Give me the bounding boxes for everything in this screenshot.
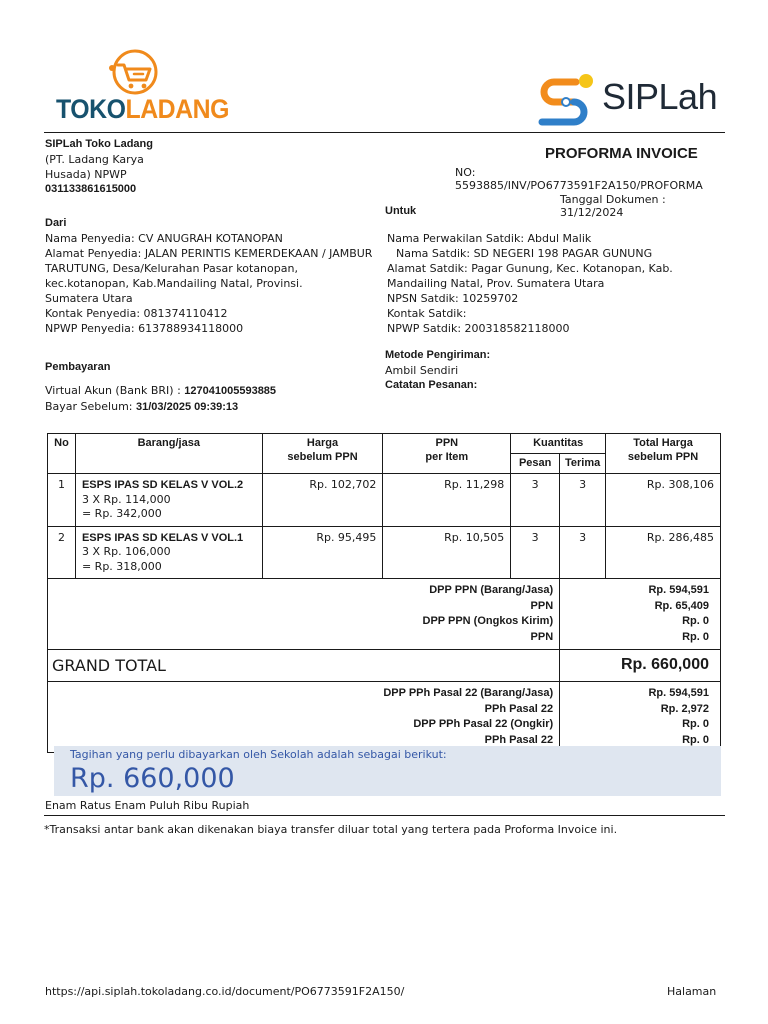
tokoladang-logo [52,48,229,128]
row-item [75,474,262,527]
header-kuantitas: Kuantitas [511,434,606,454]
summary-value: Rp. 594,591 [648,584,709,596]
pengiriman-heading: Metode Pengiriman: [385,349,491,361]
dari-line: Kontak Penyedia: 081374110412 [45,307,228,320]
item-qty-line: 3 X Rp. 114,000 [81,492,171,506]
siplah-wordmark: SIPLah [602,76,718,117]
tagihan-caption: Tagihan yang perlu dibayarkan oleh Sekolah adalah sebagai berikut: [70,748,447,761]
footer-page: Halaman [667,985,717,998]
summary-value: Rp. 0 [682,615,709,627]
summary-value: Rp. 2,972 [660,702,709,715]
row-ppn: Rp. 10,505 [383,526,511,579]
ppn-summary-labels [48,579,560,650]
ppn-summary-row [48,579,721,650]
untuk-heading: Untuk [385,205,417,217]
summary-label: PPN [530,599,554,612]
due-label: Bayar Sebelum: [45,400,137,413]
dari-line: kec.kotanopan, Kab.Mandailing Natal, Provinsi. [45,277,303,290]
table-row [48,526,721,579]
header-terima: Terima [560,454,606,474]
due-date: 31/03/2025 09:39:13 [136,401,239,413]
dari-line: Alamat Penyedia: JALAN PERINTIS KEMERDEKAAN / JAMBUR [45,247,373,260]
invoice-title: PROFORMA INVOICE [545,145,698,162]
summary-value: Rp. 0 [682,630,709,643]
summary-value: Rp. 0 [682,718,709,730]
summary-label: DPP PPN (Barang/Jasa) [429,584,554,596]
item-name: ESPS IPAS SD KELAS V VOL.1 [81,531,244,544]
dari-line: TARUTUNG, Desa/Kelurahan Pasar kotanopan, [45,262,298,275]
invoice-number-label: NO: [455,166,476,179]
grand-total-label: GRAND TOTAL [48,650,560,682]
seller-npwp: 031133861615000 [45,183,137,195]
item-sum-line: = Rp. 318,000 [81,559,162,573]
pph-summary-values [560,682,721,753]
header-harga: Harga sebelum PPN [262,434,383,474]
shopping-cart-icon [104,48,166,98]
summary-label: PPN [530,630,554,643]
summary-label: DPP PPh Pasal 22 (Barang/Jasa) [383,687,554,699]
summary-value: Rp. 0 [682,733,709,746]
seller-name: SIPLah Toko Ladang [45,138,153,150]
row-terima: 3 [560,474,606,527]
summary-label: PPh Pasal 22 [484,733,554,746]
invoice-date-label: Tanggal Dokumen : [560,193,666,206]
untuk-details [385,231,673,336]
untuk-line: Nama Perwakilan Satdik: Abdul Malik [387,232,592,245]
seller-company-line1: (PT. Ladang Karya [45,153,144,166]
dari-heading: Dari [45,217,67,229]
row-no: 1 [48,474,76,527]
untuk-line: NPSN Satdik: 10259702 [387,292,519,305]
table-row [48,474,721,527]
logo-word-ladang: LADANG [125,94,229,124]
va-label: Virtual Akun (Bank BRI) : [45,384,185,397]
pph-summary-row [48,682,721,753]
row-total: Rp. 308,106 [606,474,721,527]
row-ppn: Rp. 11,298 [383,474,511,527]
header-total: Total Harga sebelum PPN [606,434,721,474]
grand-total-row [48,650,721,682]
catatan-heading: Catatan Pesanan: [385,379,478,391]
row-terima: 3 [560,526,606,579]
siplah-mark-icon [536,72,600,126]
summary-value: Rp. 594,591 [648,687,709,699]
row-harga: Rp. 102,702 [262,474,383,527]
dari-line: Nama Penyedia: CV ANUGRAH KOTANOPAN [45,232,283,245]
tagihan-box [54,746,721,796]
untuk-line: NPWP Satdik: 200318582118000 [387,322,570,335]
pembayaran-details [45,383,276,415]
row-pesan: 3 [511,526,560,579]
untuk-line: Nama Satdik: SD NEGERI 198 PAGAR GUNUNG [396,247,653,260]
summary-value: Rp. 65,409 [654,599,709,612]
grand-total-value: Rp. 660,000 [560,650,721,682]
va-number: 127041005593885 [184,385,277,397]
invoice-number-block [455,166,703,192]
seller-company-line2: Husada) NPWP [45,168,127,181]
untuk-line: Alamat Satdik: Pagar Gunung, Kec. Kotanopan, Kab. [387,262,673,275]
header-ppn: PPN per Item [383,434,511,474]
pengiriman-block [385,348,490,393]
tagihan-amount: Rp. 660,000 [70,763,235,794]
pembayaran-heading: Pembayaran [45,361,111,373]
pengiriman-value: Ambil Sendiri [385,364,459,377]
item-name: ESPS IPAS SD KELAS V VOL.2 [81,479,244,491]
untuk-line: Kontak Satdik: [387,307,467,320]
dari-details [45,231,372,336]
invoice-number-value: 5593885/INV/PO6773591F2A150/PROFORMA [455,179,703,192]
header-item: Barang/jasa [75,434,262,474]
row-harga: Rp. 95,495 [262,526,383,579]
header-divider [44,132,725,133]
untuk-line: Mandailing Natal, Prov. Sumatera Utara [387,277,605,290]
header-pesan: Pesan [511,454,560,474]
row-pesan: 3 [511,474,560,527]
row-item [75,526,262,579]
row-no: 2 [48,526,76,579]
dari-line: NPWP Penyedia: 613788934118000 [45,322,244,335]
ppn-summary-values [560,579,721,650]
item-qty-line: 3 X Rp. 106,000 [81,545,171,558]
words-divider [44,815,725,816]
siplah-logo [536,70,736,130]
seller-block [45,137,153,197]
invoice-date-value: 31/12/2024 [560,206,624,219]
amount-in-words: Enam Ratus Enam Puluh Ribu Rupiah [45,799,250,812]
summary-label: DPP PPh Pasal 22 (Ongkir) [413,718,554,730]
pph-summary-labels [48,682,560,753]
footer-url: https://api.siplah.tokoladang.co.id/document/PO6773591F2A150/ [45,985,405,998]
dari-line: Sumatera Utara [45,292,133,305]
row-total: Rp. 286,485 [606,526,721,579]
summary-label: DPP PPN (Ongkos Kirim) [422,615,554,627]
item-sum-line: = Rp. 342,000 [81,507,162,520]
invoice-date-block [560,193,666,219]
summary-label: PPh Pasal 22 [484,702,554,715]
transfer-note: *Transaksi antar bank akan dikenakan biaya transfer diluar total yang tertera pada Proforma Invoice ini. [44,823,618,836]
items-table [47,433,721,753]
header-no: No [48,434,76,474]
logo-word-toko: TOKO [56,94,126,124]
